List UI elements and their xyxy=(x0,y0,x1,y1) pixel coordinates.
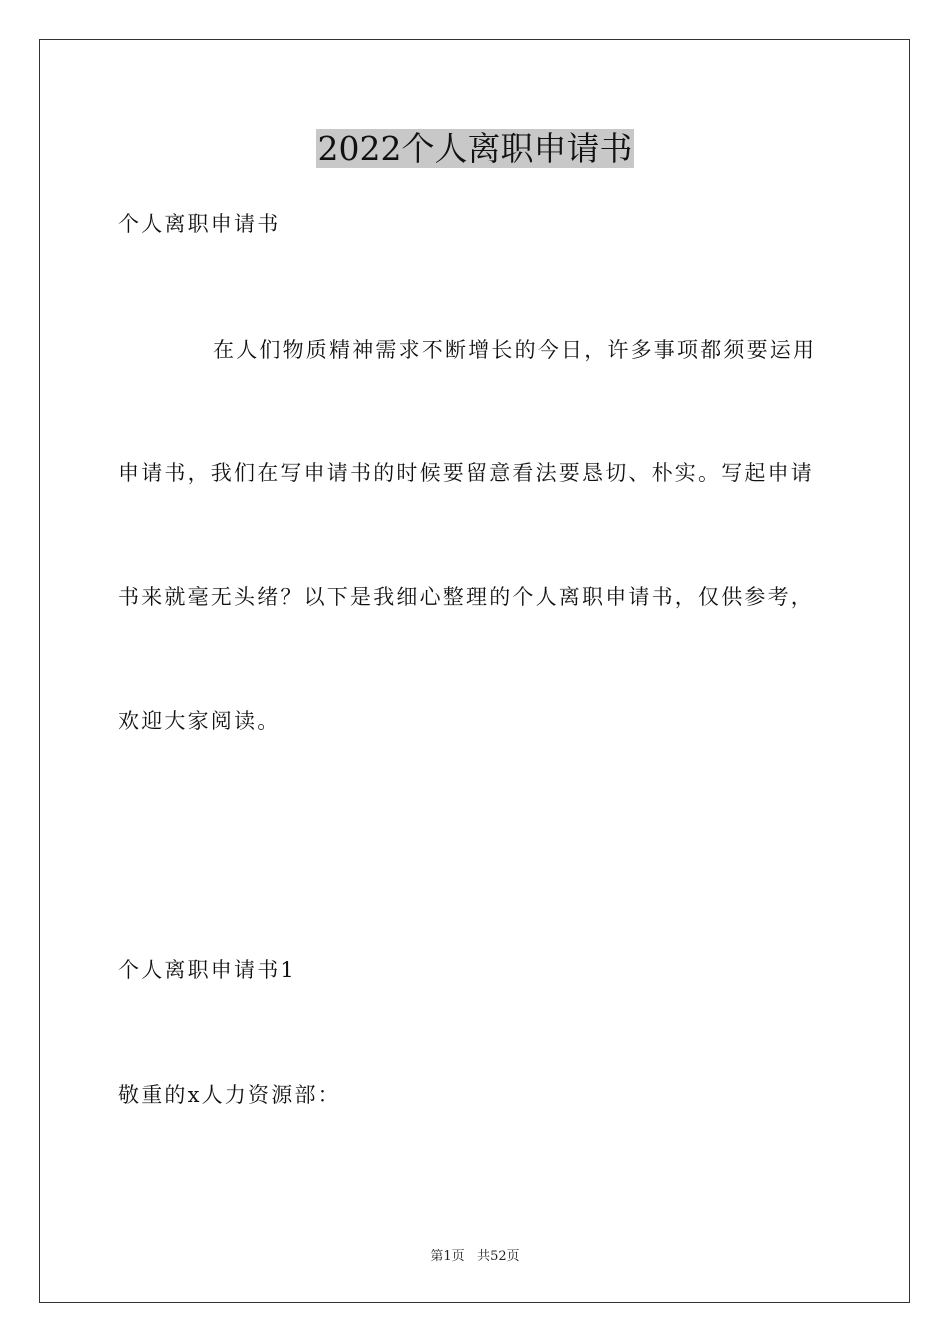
section-heading: 个人离职申请书1 xyxy=(118,958,296,982)
salutation: 敬重的x人力资源部： xyxy=(118,1083,341,1107)
document-title-text: 2022个人离职申请书 xyxy=(317,129,633,168)
page-total: 共52页 xyxy=(477,1249,520,1264)
document-title xyxy=(0,126,950,172)
document-subtitle: 个人离职申请书 xyxy=(118,212,281,236)
page-footer xyxy=(0,1248,950,1266)
intro-line-2: 申请书，我们在写申请书的时候要留意看法要恳切、朴实。写起申请 xyxy=(118,461,814,485)
intro-line-3: 书来就毫无头绪？以下是我细心整理的个人离职申请书，仅供参考， xyxy=(118,585,814,609)
page-number: 第1页 xyxy=(430,1249,465,1264)
intro-line-1: 在人们物质精神需求不断增长的今日，许多事项都须要运用 xyxy=(213,338,817,362)
intro-line-4: 欢迎大家阅读。 xyxy=(118,709,281,733)
